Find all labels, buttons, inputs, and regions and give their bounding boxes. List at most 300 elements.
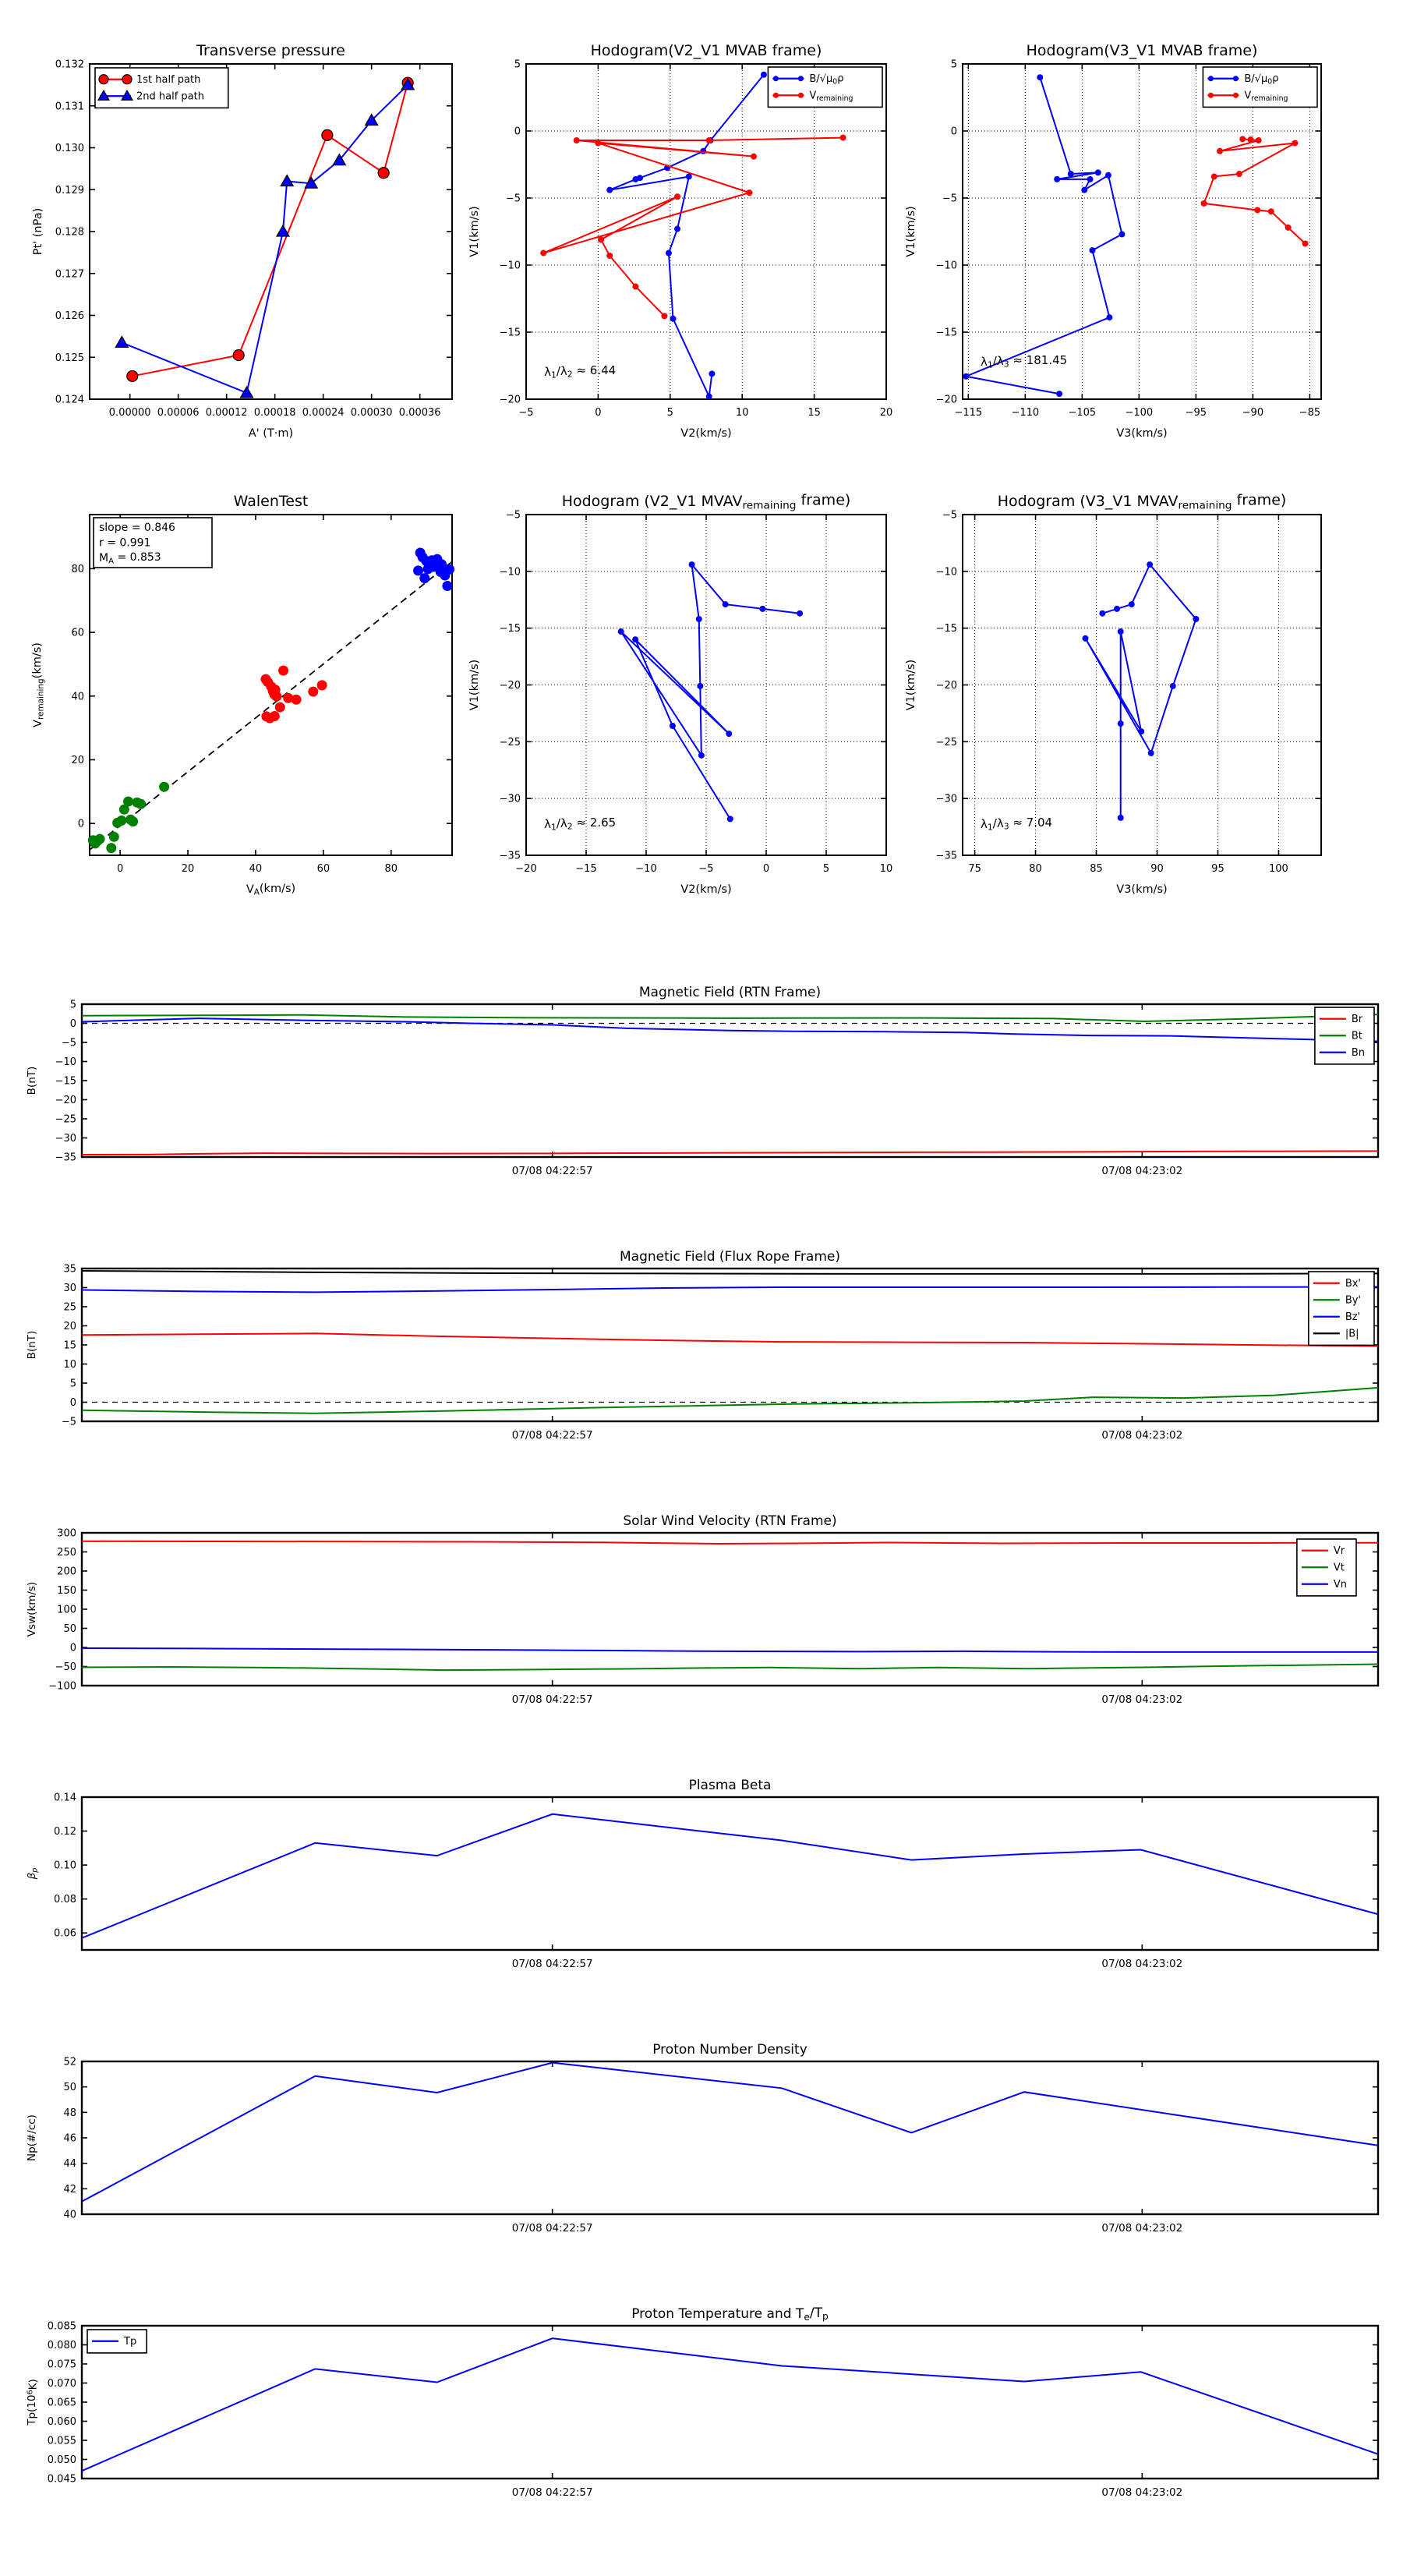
chart-solar-wind-velocity <box>26 1513 1378 1706</box>
y-tick-label: 300 <box>57 1527 76 1540</box>
y-tick-label: 0.065 <box>47 2397 76 2409</box>
data-point-marker <box>322 129 333 140</box>
data-point-marker <box>574 137 580 143</box>
y-tick-label: −20 <box>935 680 957 692</box>
data-point-marker <box>127 370 138 381</box>
y-tick-label: 0.070 <box>47 2378 76 2390</box>
chart-title: Solar Wind Velocity (RTN Frame) <box>623 1513 837 1529</box>
data-point-marker <box>632 284 638 290</box>
data-point-marker <box>1087 176 1094 182</box>
data-point-marker <box>696 616 702 622</box>
data-point-marker <box>1068 171 1074 177</box>
x-tick-label: 0 <box>762 863 770 875</box>
data-point-marker <box>1254 207 1260 213</box>
data-point-marker <box>233 350 244 361</box>
x-tick-label: 0.00030 <box>350 407 393 419</box>
y-tick-label: −5 <box>505 193 521 205</box>
time-tick-label: 07/08 04:23:02 <box>1101 1165 1183 1177</box>
y-tick-label: −5 <box>505 509 521 522</box>
y-tick-label: −10 <box>935 566 957 579</box>
series-line-np <box>82 2063 1378 2202</box>
time-tick-label: 07/08 04:23:02 <box>1101 1429 1183 1442</box>
x-tick-label: 80 <box>1029 863 1042 875</box>
x-tick-label: 0.00006 <box>157 407 200 419</box>
y-tick-label: 40 <box>63 2209 76 2221</box>
data-point-marker <box>689 561 695 568</box>
y-tick-label: 10 <box>63 1359 76 1371</box>
y-tick-label: 0.130 <box>55 143 84 154</box>
y-tick-label: −20 <box>499 680 521 692</box>
series-line-bx- <box>82 1333 1378 1346</box>
legend-label: Vr <box>1333 1545 1345 1558</box>
time-tick-label: 07/08 04:23:02 <box>1101 2222 1183 2235</box>
x-tick-label: −15 <box>575 863 597 875</box>
stats-line: MA = 0.853 <box>99 551 161 566</box>
time-tick-label: 07/08 04:22:57 <box>511 1165 593 1177</box>
chart-title: Transverse pressure <box>196 42 345 59</box>
y-tick-label: −25 <box>55 1113 76 1126</box>
y-tick-label: −25 <box>935 736 957 748</box>
y-axis-label: V1(km/s) <box>468 659 481 711</box>
axes-frame <box>82 2326 1378 2479</box>
x-tick-label: −90 <box>1242 407 1264 419</box>
y-tick-label: 60 <box>71 627 84 639</box>
x-tick-label: 85 <box>1090 863 1103 875</box>
data-point-marker <box>1217 148 1223 154</box>
data-point-marker <box>270 711 280 721</box>
y-tick-label: 0.075 <box>47 2358 76 2371</box>
series-line--b- <box>82 1271 1378 1274</box>
data-point-marker <box>1239 136 1246 142</box>
y-tick-label: −15 <box>499 623 521 635</box>
x-tick-label: 75 <box>968 863 981 875</box>
time-tick-label: 07/08 04:22:57 <box>511 1693 593 1706</box>
data-point-marker <box>697 683 703 689</box>
data-point-marker <box>606 253 613 259</box>
y-axis-label: Vremaining(km/s) <box>31 642 46 727</box>
data-point-marker <box>1095 169 1101 175</box>
data-point-marker <box>1081 187 1087 193</box>
data-point-marker <box>317 680 327 690</box>
data-point-marker <box>759 606 765 612</box>
axes-frame <box>526 64 886 399</box>
y-axis-label: B(nT) <box>26 1330 38 1360</box>
data-point-marker <box>1099 610 1105 617</box>
y-tick-label: −35 <box>935 850 957 862</box>
y-tick-label: 15 <box>63 1339 76 1352</box>
x-tick-label: 0.00036 <box>398 407 441 419</box>
y-tick-label: 0 <box>514 126 521 138</box>
data-point-marker <box>661 313 667 319</box>
y-tick-label: 0.055 <box>47 2435 76 2447</box>
y-axis-label: V1(km/s) <box>468 206 481 257</box>
chart-title: Hodogram (V2_V1 MVAVremaining frame) <box>561 491 851 512</box>
series-line-v-remaining <box>543 138 843 317</box>
data-point-marker <box>840 135 846 141</box>
legend-label: |B| <box>1345 1328 1359 1340</box>
y-tick-label: 0.085 <box>47 2320 76 2333</box>
stats-line: r = 0.991 <box>99 536 151 550</box>
data-point-marker <box>308 687 318 697</box>
legend-label: B/√μ0ρ <box>809 73 844 87</box>
data-point-marker <box>419 573 429 583</box>
x-tick-label: 0 <box>595 407 602 419</box>
y-tick-label: 0 <box>950 126 957 138</box>
series-line-vr <box>82 1541 1378 1544</box>
y-tick-label: 52 <box>63 2056 76 2068</box>
y-tick-label: −20 <box>499 394 521 406</box>
y-tick-label: 0.08 <box>54 1894 76 1906</box>
y-tick-label: 80 <box>71 563 84 575</box>
legend-label: Bt <box>1351 1030 1362 1042</box>
data-point-marker <box>1233 93 1239 98</box>
data-point-marker <box>723 601 729 607</box>
x-tick-label: 0.00024 <box>302 407 345 419</box>
x-tick-label: 5 <box>666 407 673 419</box>
x-axis-label: A' (T·m) <box>248 427 294 440</box>
chart-hodogram-v3v1-mvab <box>905 42 1321 440</box>
series-line-br <box>82 1151 1378 1155</box>
y-tick-label: −35 <box>499 850 521 862</box>
y-tick-label: 0.126 <box>55 310 84 322</box>
data-point-marker <box>761 72 767 78</box>
y-tick-label: −5 <box>942 509 957 522</box>
data-point-marker <box>1106 314 1112 320</box>
y-tick-label: −10 <box>935 260 957 272</box>
y-tick-label: 150 <box>57 1585 76 1597</box>
x-axis-label: V3(km/s) <box>1116 427 1168 440</box>
chart-title: Hodogram (V3_V1 MVAVremaining frame) <box>997 491 1287 512</box>
legend-label: Bx' <box>1345 1278 1362 1290</box>
y-tick-label: 40 <box>71 691 84 703</box>
series-line-b-sqrt-mu0-rho- <box>610 75 764 397</box>
y-tick-label: −25 <box>499 736 521 748</box>
chart-title: Hodogram(V3_V1 MVAB frame) <box>1026 42 1258 59</box>
data-point-marker <box>1233 76 1239 81</box>
y-tick-label: 0 <box>69 1397 76 1409</box>
chart-hodogram-v2v1-mvav <box>468 492 892 896</box>
chart-transverse-pressure <box>32 42 452 440</box>
data-point-marker <box>1089 247 1095 253</box>
data-point-marker <box>618 628 624 635</box>
y-tick-label: 50 <box>63 2082 76 2094</box>
chart-title: Plasma Beta <box>688 1778 772 1793</box>
x-tick-label: 90 <box>1150 863 1164 875</box>
chart-title: Proton Number Density <box>652 2042 808 2058</box>
data-point-marker <box>123 796 133 806</box>
series-line-v <box>1085 564 1196 818</box>
y-tick-label: 0.12 <box>54 1826 76 1838</box>
x-axis-label: V3(km/s) <box>1116 883 1168 896</box>
data-point-marker <box>281 175 293 186</box>
series-line-vn <box>82 1648 1378 1652</box>
y-axis-label: βp <box>26 1867 40 1880</box>
x-tick-label: −110 <box>1011 407 1040 419</box>
data-point-marker <box>1256 137 1262 143</box>
data-point-marker <box>963 373 969 380</box>
y-tick-label: −35 <box>55 1152 76 1164</box>
axes-frame <box>82 2061 1378 2214</box>
time-tick-label: 07/08 04:23:02 <box>1101 1693 1183 1706</box>
series-line-tp <box>82 2338 1378 2471</box>
chart-proton-temperature <box>26 2305 1378 2499</box>
y-tick-label: −30 <box>935 793 957 805</box>
data-point-marker <box>136 799 146 809</box>
y-tick-label: 0.127 <box>55 268 84 281</box>
data-point-marker <box>1119 231 1125 237</box>
data-point-marker <box>95 834 105 844</box>
legend-label: B/√μ0ρ <box>1244 73 1279 87</box>
y-tick-label: 0.080 <box>47 2340 76 2351</box>
data-point-marker <box>115 336 128 347</box>
data-point-marker <box>773 76 779 81</box>
data-point-marker <box>1201 200 1207 207</box>
y-tick-label: −5 <box>61 1416 76 1428</box>
data-point-marker <box>440 571 450 581</box>
y-axis-label: Pt' (nPa) <box>32 207 44 256</box>
axes-frame <box>963 64 1321 399</box>
y-tick-label: 5 <box>69 999 76 1011</box>
x-tick-label: 0 <box>116 863 124 875</box>
time-tick-label: 07/08 04:23:02 <box>1101 2486 1183 2499</box>
y-tick-label: 44 <box>63 2158 76 2171</box>
x-tick-label: 60 <box>316 863 330 875</box>
y-tick-label: 0.06 <box>54 1927 76 1940</box>
chart-title: WalenTest <box>233 493 309 510</box>
y-tick-label: 0.124 <box>55 394 84 406</box>
legend-label: Vremaining <box>1244 90 1288 103</box>
axes-frame <box>82 1533 1378 1686</box>
data-point-marker <box>1236 171 1242 177</box>
y-tick-label: 20 <box>71 754 84 766</box>
legend-label: Bn <box>1351 1047 1366 1060</box>
data-point-marker <box>632 176 638 182</box>
data-point-marker <box>726 731 732 737</box>
data-point-marker <box>1148 750 1154 756</box>
data-point-marker <box>709 370 715 377</box>
y-tick-label: 0 <box>69 1642 76 1654</box>
chart-title: Proton Temperature and Te/Tp <box>631 2305 829 2323</box>
x-tick-label: −95 <box>1185 407 1207 419</box>
data-point-marker <box>698 752 705 759</box>
data-point-marker <box>595 140 601 146</box>
stats-line: slope = 0.846 <box>99 522 175 534</box>
data-point-marker <box>751 154 757 160</box>
y-tick-label: 250 <box>57 1547 76 1559</box>
chart-magnetic-field-flux-rope <box>26 1249 1378 1442</box>
data-point-marker <box>674 226 680 232</box>
y-axis-label: Np(#/cc) <box>26 2114 38 2161</box>
data-point-marker <box>241 387 253 398</box>
data-point-marker <box>686 173 692 179</box>
chart-hodogram-v3v1-mvav <box>905 492 1321 896</box>
y-tick-label: 0.125 <box>55 352 84 364</box>
x-axis-label: VA(km/s) <box>246 883 296 897</box>
data-point-marker <box>116 816 126 826</box>
y-tick-label: 0.045 <box>47 2473 76 2486</box>
chart-magnetic-field-rtn <box>26 985 1378 1177</box>
legend-label: Tp <box>124 2336 137 2348</box>
series-line-bz- <box>82 1287 1378 1293</box>
y-tick-label: −10 <box>499 260 521 272</box>
data-point-marker <box>1247 136 1253 143</box>
y-axis-label: B(nT) <box>26 1066 38 1095</box>
y-tick-label: 0.060 <box>47 2416 76 2428</box>
y-tick-label: 5 <box>514 58 521 71</box>
x-tick-label: −10 <box>635 863 657 875</box>
data-point-marker <box>666 250 672 257</box>
data-point-marker <box>436 559 447 569</box>
x-axis-label: V2(km/s) <box>680 883 732 896</box>
series-line-vt <box>82 1665 1378 1671</box>
data-point-marker <box>1211 173 1217 179</box>
data-point-marker <box>746 189 752 196</box>
time-tick-label: 07/08 04:22:57 <box>511 2486 593 2499</box>
data-point-marker <box>798 93 804 98</box>
data-point-marker <box>674 193 680 200</box>
y-tick-label: −30 <box>499 793 521 805</box>
axes-frame <box>82 1004 1378 1157</box>
data-point-marker <box>1114 606 1120 612</box>
data-point-marker <box>1118 815 1124 821</box>
y-axis-label: V1(km/s) <box>905 659 917 711</box>
y-axis-label: V1(km/s) <box>905 206 917 257</box>
x-tick-label: 5 <box>822 863 830 875</box>
legend-label: Vremaining <box>809 90 853 103</box>
data-point-marker <box>275 702 285 713</box>
data-point-marker <box>670 723 676 729</box>
y-tick-label: −15 <box>935 623 957 635</box>
y-tick-label: 200 <box>57 1566 76 1578</box>
y-tick-label: 50 <box>63 1623 76 1635</box>
data-point-marker <box>378 168 389 179</box>
data-point-marker <box>109 832 119 842</box>
y-tick-label: 0 <box>77 818 84 830</box>
data-point-marker <box>1118 628 1124 635</box>
data-point-marker <box>1082 635 1088 642</box>
chart-hodogram-v2v1-mvab <box>468 42 892 440</box>
data-point-marker <box>632 636 638 642</box>
axes-frame <box>90 64 452 399</box>
chart-proton-number-density <box>26 2042 1378 2235</box>
y-tick-label: 0.050 <box>47 2454 76 2466</box>
y-tick-label: 0.131 <box>55 101 84 113</box>
y-axis-label: $Tp(10^6K)$ <box>26 2379 40 2426</box>
legend-label: Bz' <box>1345 1311 1361 1324</box>
data-point-marker <box>1302 240 1309 246</box>
time-tick-label: 07/08 04:22:57 <box>511 1958 593 1970</box>
y-tick-label: 48 <box>63 2107 76 2119</box>
data-point-marker <box>1170 683 1176 689</box>
legend-label: 1st half path <box>136 74 201 87</box>
data-point-marker <box>598 236 604 242</box>
y-tick-label: −20 <box>935 394 957 406</box>
x-tick-label: 10 <box>735 407 749 419</box>
series-line-by- <box>82 1388 1378 1414</box>
y-tick-label: −5 <box>942 193 957 205</box>
series-line-2nd-half-path <box>122 85 408 393</box>
data-point-marker <box>1037 74 1043 80</box>
x-tick-label: 0.00012 <box>205 407 248 419</box>
data-point-marker <box>727 816 733 822</box>
x-tick-label: 80 <box>384 863 398 875</box>
data-point-marker <box>99 75 108 84</box>
time-tick-label: 07/08 04:22:57 <box>511 1429 593 1442</box>
legend-label: Br <box>1351 1014 1363 1026</box>
x-tick-label: 20 <box>181 863 195 875</box>
chart-title: Hodogram(V2_V1 MVAB frame) <box>590 42 822 59</box>
x-tick-label: −85 <box>1299 407 1321 419</box>
data-point-marker <box>122 75 132 84</box>
series-line-b-sqrt-mu0-rho- <box>966 77 1122 394</box>
data-point-marker <box>278 666 288 676</box>
data-point-marker <box>1268 208 1274 214</box>
x-tick-label: 100 <box>1269 863 1288 875</box>
legend-label: 2nd half path <box>136 90 204 103</box>
x-axis-label: V2(km/s) <box>680 427 732 440</box>
x-tick-label: 40 <box>249 863 263 875</box>
data-point-marker <box>106 843 116 853</box>
y-tick-label: 0.128 <box>55 226 84 239</box>
series-line-beta-p <box>82 1814 1378 1938</box>
y-tick-label: 20 <box>63 1321 76 1332</box>
y-tick-label: −30 <box>55 1133 76 1145</box>
y-tick-label: 0.129 <box>55 184 84 196</box>
x-tick-label: −115 <box>954 407 983 419</box>
x-tick-label: −20 <box>515 863 537 875</box>
y-tick-label: −10 <box>55 1056 76 1068</box>
y-tick-label: −5 <box>61 1037 76 1049</box>
lambda-annotation: λ1/λ2 ≈ 2.65 <box>544 816 617 833</box>
x-tick-label: −100 <box>1125 407 1154 419</box>
data-point-marker <box>1056 391 1062 397</box>
x-tick-label: 10 <box>879 863 893 875</box>
x-tick-label: 0.00000 <box>108 407 151 419</box>
data-point-marker <box>1208 93 1214 98</box>
y-tick-label: 25 <box>63 1301 76 1314</box>
series-line-v <box>621 564 800 819</box>
axes-frame <box>82 1797 1378 1950</box>
data-point-marker <box>1208 76 1214 81</box>
time-tick-label: 07/08 04:23:02 <box>1101 1958 1183 1970</box>
data-point-marker <box>277 225 289 236</box>
y-tick-label: 0 <box>69 1018 76 1030</box>
data-point-marker <box>706 137 712 143</box>
y-tick-label: 5 <box>950 58 957 71</box>
x-tick-label: 15 <box>808 407 821 419</box>
data-point-marker <box>1147 561 1153 568</box>
y-axis-label: Vsw(km/s) <box>26 1581 38 1637</box>
lambda-annotation: λ1/λ3 ≈ 181.45 <box>981 352 1068 370</box>
data-point-marker <box>773 93 779 98</box>
data-point-marker <box>670 316 676 322</box>
legend-label: By' <box>1345 1294 1362 1307</box>
chart-plasma-beta <box>26 1778 1378 1970</box>
y-tick-label: 5 <box>69 1378 76 1390</box>
data-point-marker <box>798 76 804 81</box>
y-tick-label: 46 <box>63 2132 76 2145</box>
y-tick-label: 30 <box>63 1283 76 1294</box>
data-point-marker <box>292 695 302 705</box>
x-tick-label: 20 <box>879 407 893 419</box>
x-tick-label: −5 <box>698 863 714 875</box>
y-tick-label: 0.132 <box>55 58 84 71</box>
data-point-marker <box>540 250 546 257</box>
y-tick-label: 100 <box>57 1604 76 1616</box>
data-point-marker <box>1138 728 1144 734</box>
chart-title: Magnetic Field (Flux Rope Frame) <box>620 1249 840 1265</box>
data-point-marker <box>606 187 613 193</box>
